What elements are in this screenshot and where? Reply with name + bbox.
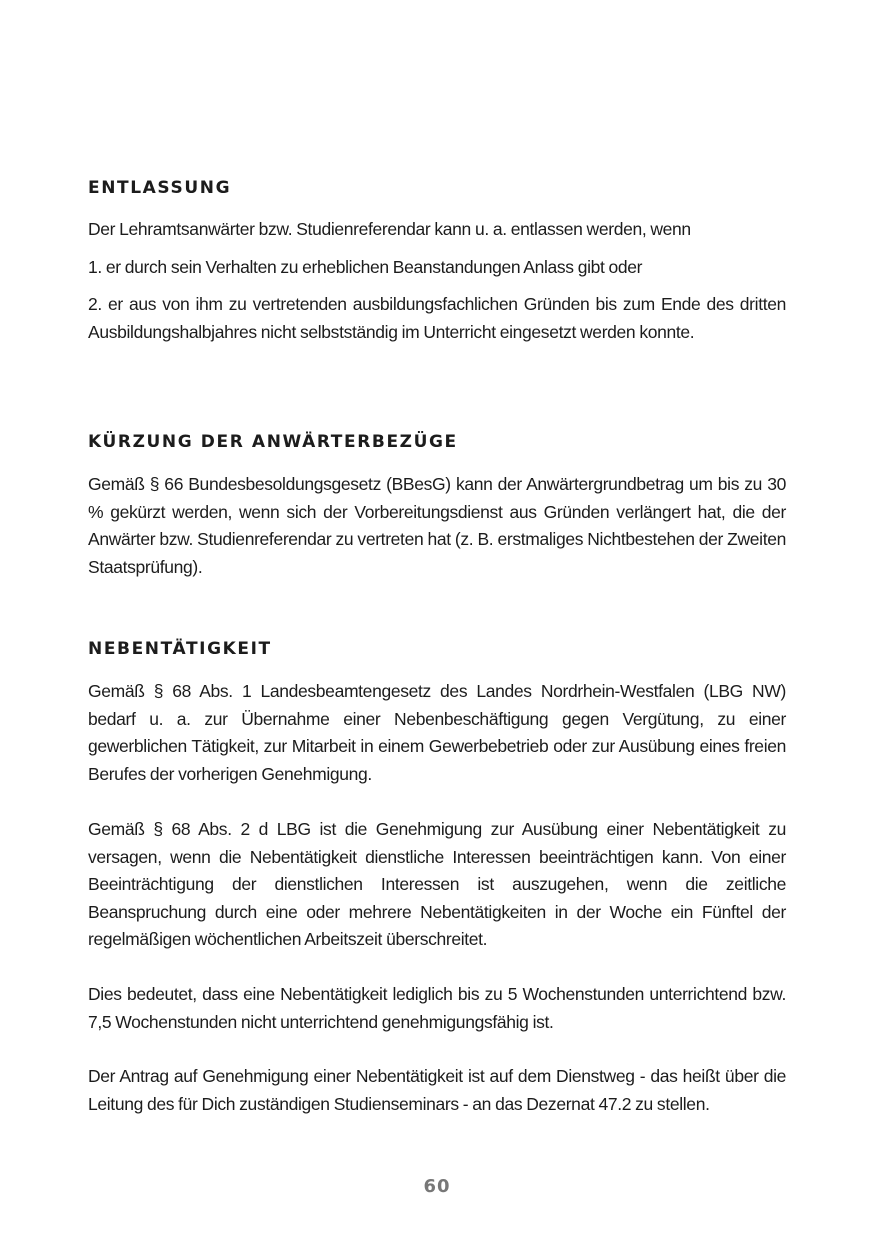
kuerzung-paragraph: Gemäß § 66 Bundesbesoldungsgesetz (BBesG) kann der Anwärtergrundbetrag um bis zu 30 % gekürzt werden, wenn sich der Vorbereitungsdienst aus Gründen verlängert hat, die der Anwärter bzw. Studienreferendar zu vertreten hat (z. B. erstmaliges Nichtbestehen der Zweiten Staatsprüfung). bbox=[88, 474, 786, 577]
nebentaetigkeit-paragraph-3: Dies bedeutet, dass eine Nebentätigkeit lediglich bis zu 5 Wochenstunden unterrichtend bzw. 7,5 Wochenstunden nicht unterrichtend genehmigungsfähig ist. bbox=[88, 984, 786, 1032]
entlassung-item-2: 2. er aus von ihm zu vertretenden ausbildungsfachlichen Gründen bis zum Ende des dritten Ausbildungshalbjahres nicht selbstständig im Unterricht eingesetzt werden konnte. bbox=[88, 294, 786, 342]
heading-entlassung: ENTLASSUNG bbox=[88, 178, 232, 198]
entlassung-intro: Der Lehramtsanwärter bzw. Studienreferendar kann u. a. entlassen werden, wenn bbox=[88, 219, 691, 239]
page-number: 60 bbox=[423, 1176, 451, 1197]
heading-kuerzung: KÜRZUNG DER ANWÄRTERBEZÜGE bbox=[88, 432, 458, 452]
entlassung-item-1: 1. er durch sein Verhalten zu erheblichen Beanstandungen Anlass gibt oder bbox=[88, 257, 643, 277]
heading-nebentaetigkeit: NEBENTÄTIGKEIT bbox=[88, 639, 272, 659]
nebentaetigkeit-paragraph-4: Der Antrag auf Genehmigung einer Nebentätigkeit ist auf dem Dienstweg - das heißt über die Leitung des für Dich zuständigen Studienseminars - an das Dezernat 47.2 zu stellen. bbox=[88, 1066, 786, 1114]
nebentaetigkeit-paragraph-1: Gemäß § 68 Abs. 1 Landesbeamtengesetz des Landes Nordrhein-Westfalen (LBG NW) bedarf u. a. zur Übernahme einer Nebenbeschäftigung gegen Vergütung, zu einer gewerblichen Tätigkeit, zur Mitarbeit in einem Gewerbebetrieb oder zur Ausübung eines freien Berufes der vorherigen Genehmigung. bbox=[88, 681, 786, 784]
nebentaetigkeit-paragraph-2: Gemäß § 68 Abs. 2 d LBG ist die Genehmigung zur Ausübung einer Nebentätigkeit zu versagen, wenn die Nebentätigkeit dienstliche Interessen beeinträchtigen kann. Von einer Beeinträchtigung der dienstlichen Interessen ist auszugehen, wenn die zeitliche Beanspruchung durch eine oder mehrere Nebentätigkeiten in der Woche ein Fünftel der regelmäßigen wöchentlichen Arbeitszeit überschreitet. bbox=[88, 819, 786, 949]
